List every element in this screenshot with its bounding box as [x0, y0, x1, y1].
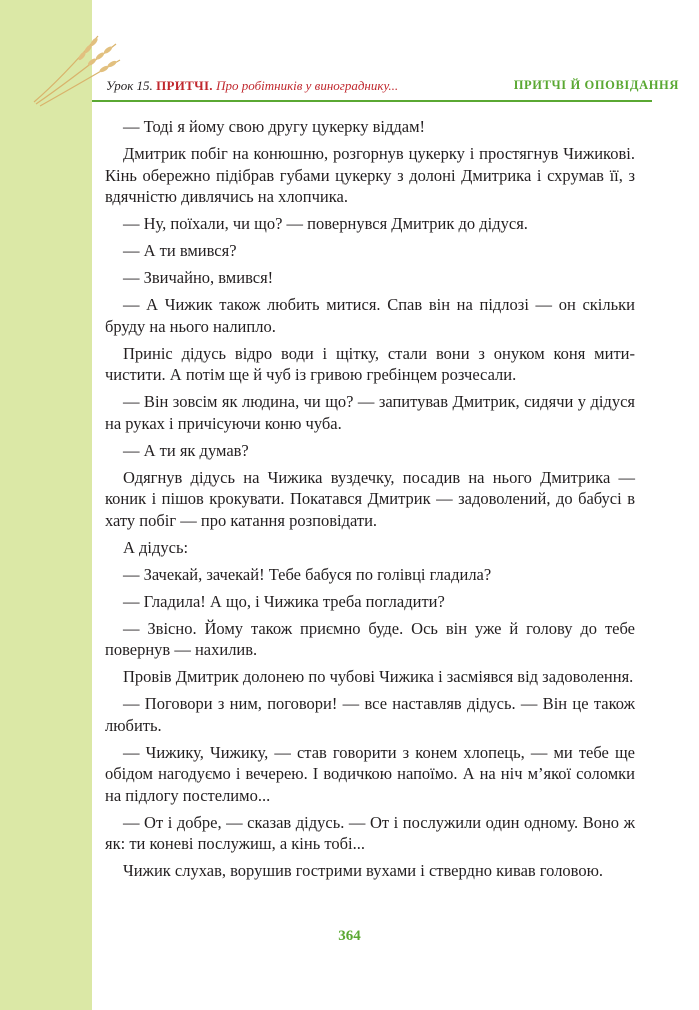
paragraph: Чижик слухав, ворушив гострими вухами і ствердно кивав головою. — [123, 861, 604, 880]
paragraph: — Чижику, Чижику, — став говорити з конем хлопець, — ми тебе ще обідом нагодуємо і вечерею. І водичкою напоїмо. А на ніч м’якої соломки на підлогу постелимо... — [105, 742, 635, 805]
header-divider — [92, 100, 652, 102]
paragraph: Приніс дідусь відро води і щітку, стали вони з онуком коня мити-чистити. А потім ще й чуб із гривою гребінцем розчесали. — [105, 343, 635, 384]
lesson-subtitle: Про робітників у винограднику... — [216, 78, 399, 93]
chapter-title: ПРИТЧІ Й ОПОВІДАННЯ — [513, 78, 679, 92]
paragraph: — От і добре, — сказав дідусь. — От і послужили один одному. Воно ж як: ти коневі послужиш, а кінь тобі... — [105, 812, 635, 853]
lesson-number: Урок 15. — [106, 78, 153, 93]
page-header — [92, 78, 699, 102]
paragraph: — Поговори з ним, поговори! — все наставляв дідусь. — Він це також любить. — [105, 694, 635, 735]
section-title: ПРИТЧІ. — [156, 78, 213, 93]
paragraph: Дмитрик побіг на конюшню, розгорнув цукерку і простягнув Чижикові. Кінь обережно підібрав губами цукерку з долоні Дмитрика і схрумав її, з вдячністю дивлячись на хлопчика. — [105, 144, 635, 206]
paragraph: А дідусь: — [123, 537, 189, 557]
paragraph: Одягнув дідусь на Чижика вуздечку, посадив на нього Дмитрика — коник і пішов крокувати. Покатався Дмитрик — задоволений, до бабусі в хату побіг — про катання розповідати. — [105, 467, 635, 530]
paragraph: — Звісно. Йому також приємно буде. Ось він уже й голову до тебе повернув — нахилив. — [105, 618, 635, 659]
paragraph: Провів Дмитрик долонею по чубові Чижика і засміявся від задоволення. — [123, 667, 634, 686]
margin-strip — [0, 0, 92, 1010]
paragraph: — А ти вмився? — [123, 241, 237, 260]
paragraph: — Звичайно, вмився! — [123, 268, 274, 287]
paragraph: — А ти як думав? — [123, 440, 249, 460]
story-text — [105, 116, 635, 887]
paragraph: — Гладила! А що, і Чижика треба погладити? — [123, 591, 445, 611]
paragraph: — Ну, поїхали, чи що? — повернувся Дмитрик до дідуся. — [123, 214, 528, 233]
paragraph: — Він зовсім як людина, чи що? — запитував Дмитрик, сидячи у дідуся на руках і причісуючи коню чуба. — [105, 392, 635, 433]
paragraph: — Тоді я йому свою другу цукерку віддам! — [123, 117, 426, 136]
lesson-header — [106, 78, 398, 94]
paragraph: — Зачекай, зачекай! Тебе бабуся по голівці гладила? — [123, 564, 492, 584]
paragraph: — А Чижик також любить митися. Спав він на підлозі — он скільки бруду на нього налипло. — [105, 295, 635, 336]
page-number: 364 — [338, 928, 361, 944]
